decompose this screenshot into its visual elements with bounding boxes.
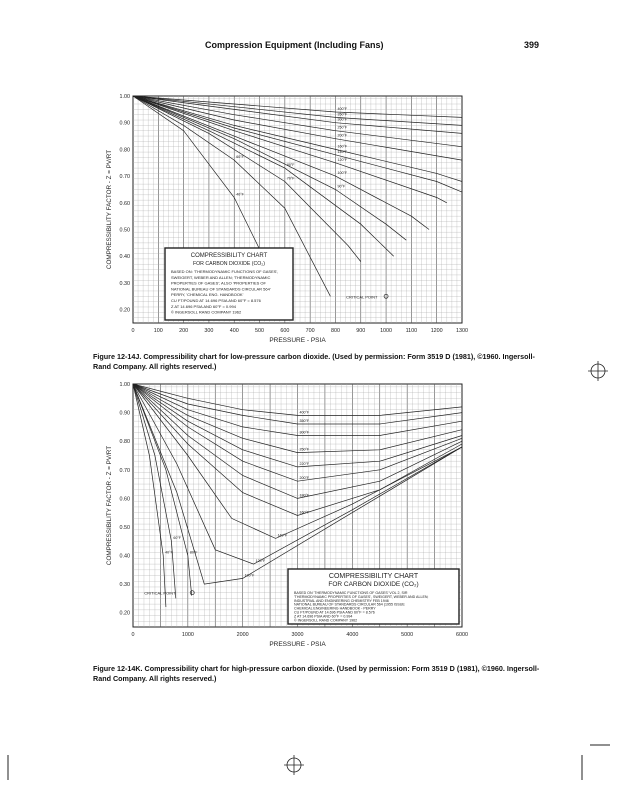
series-label: 350°F [337, 112, 348, 117]
x-tick-label: 800 [330, 328, 340, 334]
y-tick-label: 0.50 [119, 524, 130, 531]
x-tick-label: 500 [255, 328, 265, 334]
series-label: 200°F [337, 133, 348, 138]
legend-note-line: INDUSTRIAL AND ENGINEERING CHEMISTRY FEB 1946 [294, 598, 389, 603]
y-tick-label: 0.70 [119, 174, 130, 181]
legend-note-line: CHEMICAL ENGINEERING HANDBOOK - PERRY [294, 606, 376, 611]
legend-note-line: Z AT 14.696 PSIA AND 60°F = 0.994 [294, 614, 353, 619]
legend-note-line: CU FT/POUND AT 14.696 PSIA AND 60°F = 8.576 [171, 298, 261, 303]
x-tick-label: 100 [153, 328, 163, 334]
y-tick-label: 0.30 [119, 280, 130, 287]
y-tick-label: 0.20 [119, 610, 130, 617]
x-tick-label: 0 [131, 328, 135, 334]
x-axis-label: PRESSURE - PSIA [269, 641, 326, 648]
x-tick-label: 900 [356, 328, 366, 334]
y-tick-label: 0.80 [119, 439, 130, 446]
y-tick-label: 1.00 [119, 94, 130, 100]
legend-note-line: BASED ON 'THERMODYNAMIC FUNCTIONS OF GASES' VOL 2, SIR [294, 591, 408, 595]
series-label: 250°F [299, 447, 310, 452]
y-tick-label: 1.00 [119, 382, 130, 388]
page-number: 399 [524, 40, 540, 50]
critical-point-label: CRITICAL POINT [144, 590, 176, 596]
legend-note-line: © INGERSOLL RAND COMPANY 1962 [294, 618, 358, 623]
series-label: 400°F [337, 107, 348, 112]
x-tick-label: 1300 [456, 328, 468, 334]
series-label: 200°F [299, 476, 310, 481]
x-tick-label: 1000 [380, 328, 393, 334]
legend-note-line: SWEIGERT, WEBER AND ALLEN; 'THERMODYNAMIC [171, 274, 271, 280]
x-tick-label: 3000 [291, 632, 304, 638]
x-tick-label: 600 [280, 328, 290, 334]
y-tick-label: 0.30 [119, 582, 130, 589]
series-label: 100°F [244, 573, 255, 578]
y-tick-label: 0.70 [119, 467, 130, 474]
legend-note-line: 'THERMODYNAMIC PROPERTIES OF GASES', SWEIGERT, WEBER AND ALLEN; [294, 594, 429, 599]
legend-note-line: BASED ON: 'THERMODYNAMIC FUNCTIONS OF GASES', [171, 269, 279, 274]
series-label: 140°F [337, 149, 348, 154]
x-tick-label: 5000 [401, 632, 414, 638]
x-tick-label: 0 [131, 632, 135, 638]
critical-point-label: CRITICAL POINT [346, 294, 378, 300]
legend-note-line: PROPERTIES OF GASES'; ALSO 'PROPERTIES OF [171, 280, 266, 286]
figure-caption-j: Figure 12-14J. Compressibility chart for low-pressure carbon dioxide. (Used by permission: Form 3519 D (1981), ©1960. Ingersoll-Rand Company. All rights reserved.) [93, 352, 535, 371]
x-tick-label: 2000 [236, 632, 249, 638]
x-tick-label: 200 [179, 328, 189, 334]
x-tick-label: 1200 [430, 328, 443, 334]
x-axis-label: PRESSURE - PSIA [269, 337, 326, 344]
legend-note-line: PERRY, 'CHEMICAL ENG. HANDBOOK' [171, 292, 244, 298]
legend-note-line: CU FT/POUND AT 14.696 PSIA AND 60°F = 8.576 [294, 610, 375, 615]
registration-mark-icon [284, 755, 304, 775]
registration-mark-icon [588, 361, 608, 381]
x-tick-label: 1100 [405, 328, 418, 334]
legend-note-line: NATIONAL BUREAU OF STANDARDS CIRCULAR 564' [171, 286, 271, 292]
series-label: 120°F [255, 559, 266, 564]
series-label: 350°F [299, 419, 310, 424]
series-label: 100°F [337, 171, 348, 176]
x-tick-label: 1000 [181, 632, 194, 638]
y-tick-label: 0.40 [119, 553, 130, 560]
series-label: 400°F [299, 410, 310, 415]
legend-subtitle: FOR CARBON DIOXIDE (CO₂) [192, 261, 266, 267]
x-tick-label: 6000 [456, 632, 468, 638]
series-label: 140°F [277, 533, 288, 538]
series-label: 40°F [165, 550, 173, 555]
series-label: 220°F [299, 461, 310, 466]
y-tick-label: 0.20 [119, 307, 130, 314]
legend-title: COMPRESSIBILITY CHART [328, 573, 419, 580]
y-tick-label: 0.60 [119, 200, 130, 207]
y-tick-label: 0.40 [119, 254, 130, 261]
x-tick-label: 300 [204, 328, 214, 334]
y-axis-label: COMPRESSIBILITY FACTOR - Z = PV/RT [106, 445, 113, 566]
y-tick-label: 0.80 [119, 147, 130, 154]
series-label: 90°F [337, 184, 346, 189]
figure-caption-k: Figure 12-14K. Compressibility chart for high-pressure carbon dioxide. (Used by permission: Form 3519 D (1981), ©1960. Ingersoll-Rand Company. All rights reserved.) [93, 664, 540, 683]
x-tick-label: 700 [305, 328, 315, 334]
y-axis-label: COMPRESSIBILITY FACTOR - Z = PV/RT [106, 149, 113, 270]
series-label: 60°F [173, 536, 182, 541]
x-tick-label: 4000 [346, 632, 359, 638]
y-tick-label: 0.60 [119, 496, 130, 503]
series-label: 160°F [337, 144, 348, 149]
series-label: 70°F [286, 176, 295, 181]
y-tick-label: 0.50 [119, 227, 130, 234]
series-label: 80°F [189, 550, 198, 555]
x-tick-label: 400 [229, 328, 239, 334]
legend-title: COMPRESSIBILITY CHART [190, 253, 268, 259]
running-header: Compression Equipment (Including Fans) [205, 40, 384, 50]
series-label: 300°F [337, 117, 348, 122]
legend-note-line: Z AT 14.696 PSIA AND 60°F = 0.994 [171, 303, 236, 309]
series-label: 120°F [337, 157, 348, 162]
y-tick-label: 0.90 [119, 120, 130, 127]
series-label: 80°F [286, 163, 295, 168]
series-label: 250°F [337, 125, 348, 130]
series-label: 300°F [299, 430, 310, 435]
series-label: 160°F [299, 510, 310, 515]
legend-subtitle: FOR CARBON DIOXIDE (CO₂) [328, 581, 419, 588]
series-label: 60°F [236, 155, 244, 160]
y-tick-label: 0.90 [119, 410, 130, 417]
series-label: 40°F [236, 192, 244, 197]
legend-note-line: © INGERSOLL RAND COMPANY 1962 [171, 309, 242, 315]
legend-note-line: NATIONAL BUREAU OF STANDARDS CIRCULAR 564 (1955 ISSUE [294, 602, 405, 607]
series-label: 180°F [299, 493, 310, 498]
